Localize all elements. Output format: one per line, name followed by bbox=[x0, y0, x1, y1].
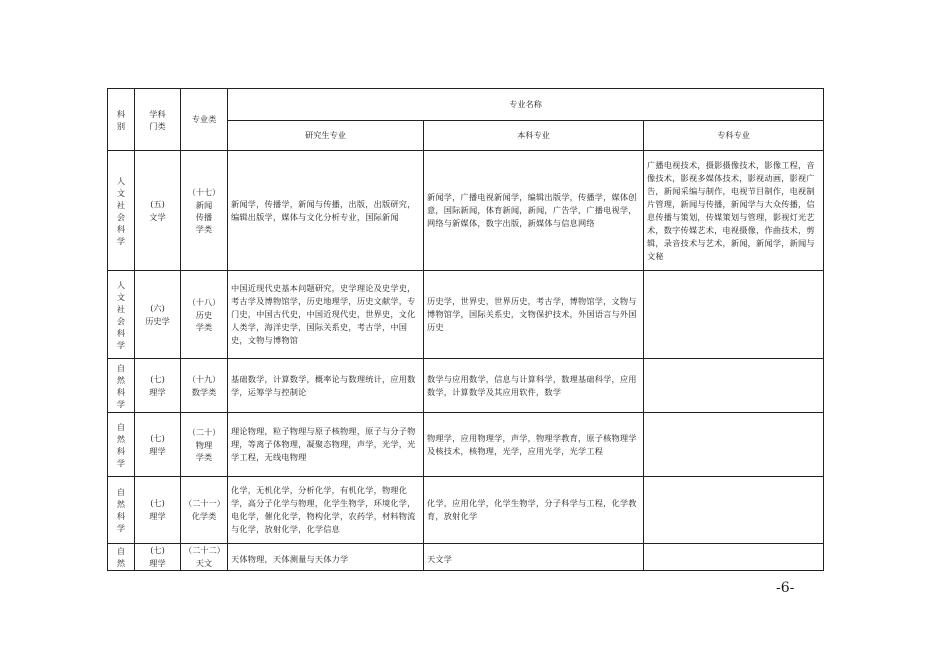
graduate-majors-cell: 化学，无机化学，分析化学，有机化学，物理化学，高分子化学与物理，化学生物学，环境化学，电化学，催化化学，物构化学，农药学，材料物流与化学，放射化学，化学信息 bbox=[228, 477, 424, 544]
major-class-cell: （十八） 历史学类 bbox=[181, 271, 228, 359]
header-junior: 专科专业 bbox=[644, 121, 824, 151]
subject-cell: 自然科学 bbox=[108, 413, 135, 477]
header-graduate: 研究生专业 bbox=[228, 121, 424, 151]
page-number: -6- bbox=[776, 580, 795, 596]
major-class-cell: （二十） 物理学类 bbox=[181, 413, 228, 477]
graduate-majors-cell: 理论物理，粒子物理与原子核物理，原子与分子物理，等离子体物理，凝聚态物理，声学，光学，光学工程，无线电物理 bbox=[228, 413, 424, 477]
subject-cell: 自然 bbox=[108, 544, 135, 571]
subject-cell: 自然科学 bbox=[108, 359, 135, 413]
subject-cell: 人文社会科学 bbox=[108, 271, 135, 359]
junior-majors-cell: 广播电视技术，摄影摄像技术，影像工程，音像技术，影视多媒体技术，影视动画，影视广告，新闻采编与制作，电视节目制作，电视制片管理，新闻与传播，新闻学与大众传播，信息传播与策划，传媒策划与管理，影视灯光艺术，数字传媒艺术，电视摄像，作曲技术，剪辑，录音技术与艺术，新闻，新闻学，新闻与文秘 bbox=[644, 151, 824, 271]
junior-majors-cell bbox=[644, 359, 824, 413]
junior-majors-cell bbox=[644, 413, 824, 477]
discipline-cell: (五) 文学 bbox=[135, 151, 181, 271]
header-undergraduate: 本科专业 bbox=[424, 121, 644, 151]
undergraduate-majors-cell: 天文学 bbox=[424, 544, 644, 571]
discipline-cell: (七) 理学 bbox=[135, 477, 181, 544]
discipline-cell: (七) 理学 bbox=[135, 544, 181, 571]
major-catalog-table bbox=[107, 88, 824, 571]
undergraduate-majors-cell: 物理学，应用物理学，声学，物理学教育，原子核物理学及核技术，核物理，光学，应用光学，光学工程 bbox=[424, 413, 644, 477]
junior-majors-cell bbox=[644, 544, 824, 571]
major-class-cell: （二十二） 天文 bbox=[181, 544, 228, 571]
header-discipline: 学科门类 bbox=[135, 89, 181, 151]
major-class-cell: （二十一） 化学类 bbox=[181, 477, 228, 544]
graduate-majors-cell: 天体物理，天体测量与天体力学 bbox=[228, 544, 424, 571]
undergraduate-majors-cell: 化学，应用化学，化学生物学，分子科学与工程，化学教育，放射化学 bbox=[424, 477, 644, 544]
header-major-class: 专业类 bbox=[181, 89, 228, 151]
table-row bbox=[108, 477, 824, 544]
junior-majors-cell bbox=[644, 271, 824, 359]
undergraduate-majors-cell: 历史学，世界史，世界历史，考古学，博物馆学，文物与博物馆学，国际关系史，文物保护技术，外国语言与外国历史 bbox=[424, 271, 644, 359]
subject-cell: 自然科学 bbox=[108, 477, 135, 544]
subject-cell: 人文社会科学 bbox=[108, 151, 135, 271]
header-subject: 科别 bbox=[108, 89, 135, 151]
graduate-majors-cell: 新闻学，传播学，新闻与传播，出版，出版研究，编辑出版学，媒体与文化分析专业，国际新闻 bbox=[228, 151, 424, 271]
table-row bbox=[108, 271, 824, 359]
major-class-cell: （十七） 新闻传播学类 bbox=[181, 151, 228, 271]
graduate-majors-cell: 中国近现代史基本问题研究，史学理论及史学史，考古学及博物馆学，历史地理学，历史文献学，专门史，中国古代史，中国近现代史，世界史，文化人类学，海洋史学，国际关系史，考古学，中国史，文物与博物馆 bbox=[228, 271, 424, 359]
junior-majors-cell bbox=[644, 477, 824, 544]
table-row bbox=[108, 359, 824, 413]
table-row bbox=[108, 413, 824, 477]
discipline-cell: (七) 理学 bbox=[135, 359, 181, 413]
graduate-majors-cell: 基础数学，计算数学，概率论与数理统计，应用数学，运筹学与控制论 bbox=[228, 359, 424, 413]
header-major-name: 专业名称 bbox=[228, 89, 824, 121]
table-row bbox=[108, 151, 824, 271]
undergraduate-majors-cell: 新闻学，广播电视新闻学，编辑出版学，传播学，媒体创意，国际新闻，体育新闻，新闻，广告学，广播电视学，网络与新媒体，数字出版，新媒体与信息网络 bbox=[424, 151, 644, 271]
discipline-cell: (六) 历史学 bbox=[135, 271, 181, 359]
table-row bbox=[108, 544, 824, 571]
major-class-cell: （十九） 数学类 bbox=[181, 359, 228, 413]
discipline-cell: (七) 理学 bbox=[135, 413, 181, 477]
header-row-1 bbox=[108, 89, 824, 121]
undergraduate-majors-cell: 数学与应用数学，信息与计算科学，数理基础科学，应用数学，计算数学及其应用软件，数学 bbox=[424, 359, 644, 413]
